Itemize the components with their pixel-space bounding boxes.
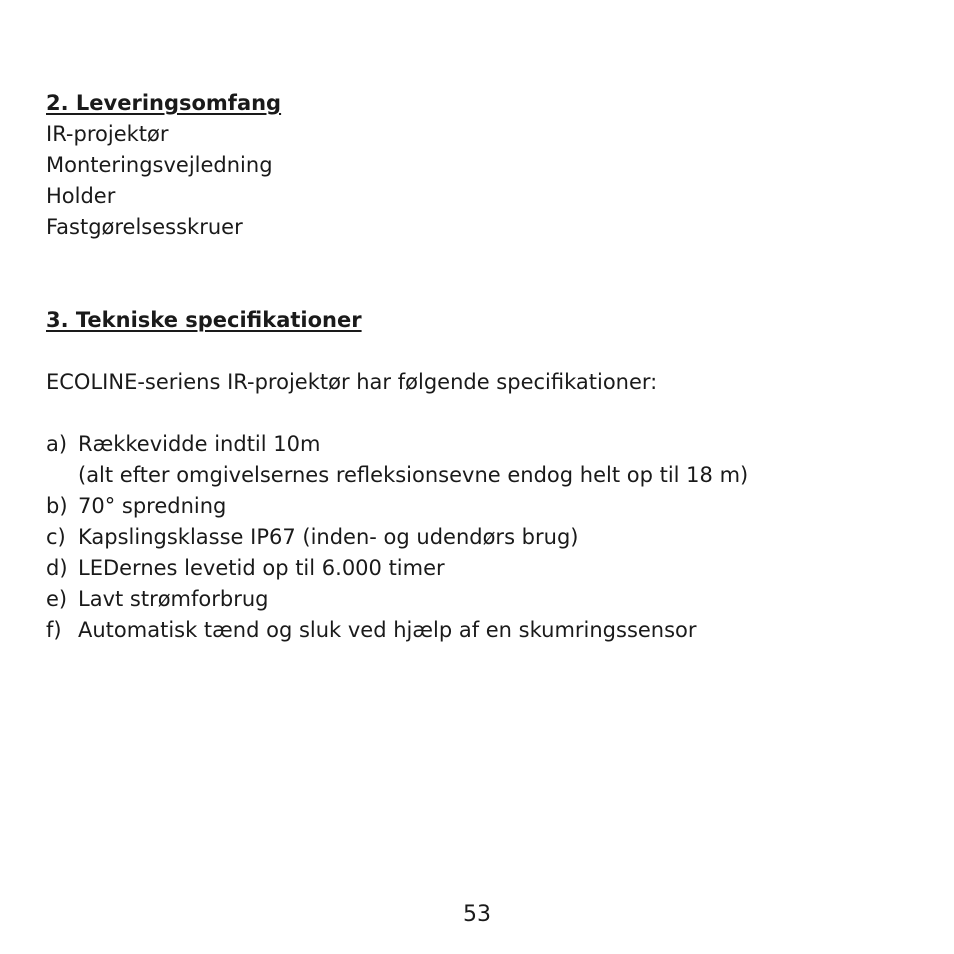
specs-list bbox=[46, 429, 906, 646]
spec-text: Automatisk tænd og sluk ved hjælp af en skumringssensor bbox=[78, 618, 697, 642]
spec-text bbox=[78, 429, 748, 491]
page-number: 53 bbox=[463, 902, 491, 927]
spec-letter: c) bbox=[46, 525, 66, 549]
spec-letter: d) bbox=[46, 556, 68, 580]
spec-text: Kapslingsklasse IP67 (inden- og udendørs brug) bbox=[78, 525, 579, 549]
delivery-section bbox=[46, 88, 906, 243]
delivery-item: Monteringsvejledning bbox=[46, 153, 273, 177]
spec-item-e bbox=[46, 584, 906, 615]
delivery-item: Holder bbox=[46, 184, 116, 208]
spec-item-a bbox=[46, 429, 906, 491]
spec-letter: f) bbox=[46, 618, 62, 642]
delivery-item: IR-projektør bbox=[46, 122, 169, 146]
specs-heading: 3. Tekniske specifikationer bbox=[46, 308, 362, 332]
spec-text: 70° spredning bbox=[78, 494, 227, 518]
spec-item-d bbox=[46, 553, 906, 584]
spec-text-main: Rækkevidde indtil 10m bbox=[78, 432, 321, 456]
spec-item-b bbox=[46, 491, 906, 522]
specs-section bbox=[46, 305, 906, 646]
delivery-heading: 2. Leveringsomfang bbox=[46, 91, 282, 115]
spec-text: Lavt strømforbrug bbox=[78, 587, 269, 611]
spec-letter: e) bbox=[46, 587, 68, 611]
spec-letter: b) bbox=[46, 494, 68, 518]
spec-text-continuation: (alt efter omgivelsernes refleksionsevne endog helt op til 18 m) bbox=[78, 463, 749, 487]
specs-intro: ECOLINE-seriens IR-projektør har følgende specifikationer: bbox=[46, 370, 658, 394]
spec-letter: a) bbox=[46, 432, 68, 456]
spec-item-c bbox=[46, 522, 906, 553]
spec-text: LEDernes levetid op til 6.000 timer bbox=[78, 556, 445, 580]
delivery-item: Fastgørelsesskruer bbox=[46, 215, 243, 239]
spec-item-f bbox=[46, 615, 906, 646]
document-page bbox=[46, 88, 906, 662]
